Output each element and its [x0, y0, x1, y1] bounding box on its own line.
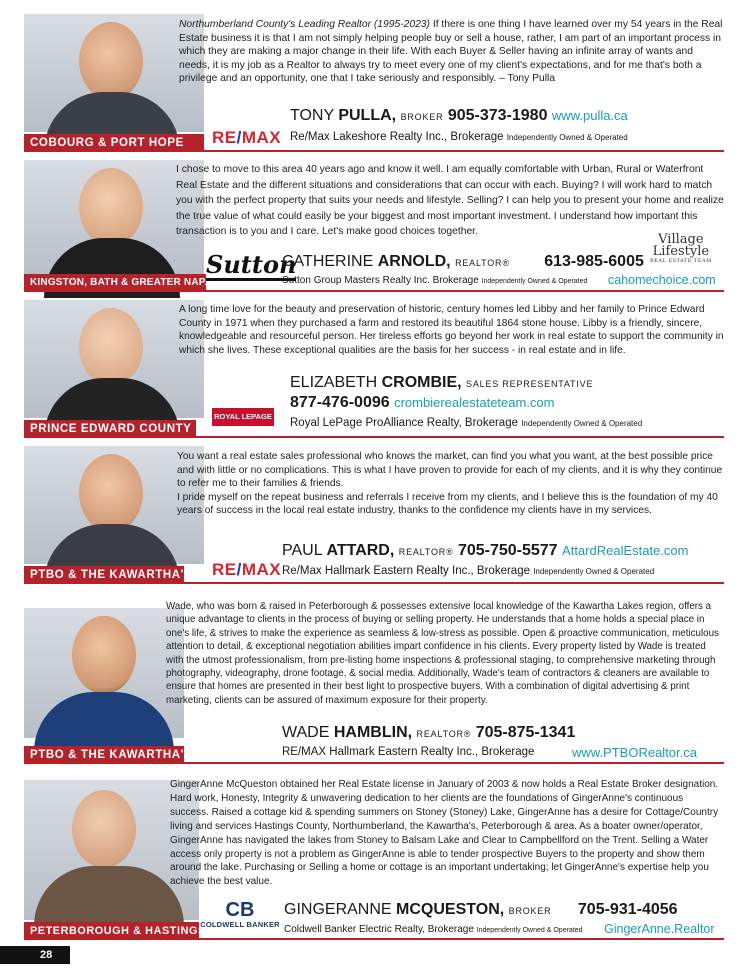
brokerage-line: [290, 131, 628, 143]
last-name: ARNOLD,: [377, 253, 451, 270]
brokerage-name: Royal LePage ProAlliance Realty, Brokerage: [290, 417, 518, 429]
brokerage-name: RE/MAX Hallmark Eastern Realty Inc., Brokerage: [282, 746, 535, 758]
divider: [204, 150, 724, 152]
page-number: 28: [0, 946, 70, 964]
first-name: GINGERANNE: [284, 901, 392, 918]
agent-name-line: [282, 542, 688, 560]
first-name: TONY: [290, 107, 334, 124]
phone-number[interactable]: 613-985-6005: [544, 253, 644, 270]
agent-entry-pulla: [24, 10, 724, 152]
brokerage-name: Re/Max Hallmark Eastern Realty Inc., Brokerage: [282, 565, 530, 577]
last-name: PULLA,: [338, 107, 397, 124]
agent-title: SALES REPRESENTATIVE: [466, 379, 594, 389]
brokerage-name: Sutton Group Masters Realty Inc. Brokerage: [282, 275, 479, 286]
agent-bio: You want a real estate sales professional who knows the market, can find you what you want, at the best possible price and with little or no complications. This is what I have proven to provide for each of my clients, and it is why they continue to refer me to their families & friends. I pride myself on the repeat business and referrals I receive from my clients, and I believe this is the foundation of my 40 years of success in the local real estate industry, thanks to the confidence my clients have in my services.: [177, 451, 723, 517]
website-link[interactable]: www.pulla.ca: [551, 108, 628, 123]
remax-logo: RE/MAX: [212, 128, 282, 147]
last-name: ATTARD,: [326, 542, 395, 559]
agent-name-line: [284, 901, 678, 919]
agent-bio: [179, 18, 724, 86]
agent-title: REALTOR®: [416, 729, 472, 739]
agent-entry-crombie: [24, 296, 724, 438]
agent-bio: A long time love for the beauty and preservation of historic, century homes led Libby and her family to Prince Edward County in 1971 when they purchased a farm and restored its beautiful 1864 stone house. Libby is a friendly, sincere, knowledgeable and resourceful person. Her tireless efforts go beyond her work in real estate to support the community in which she lives. These exceptional qualities are the basis for her success - in real estate and in life.: [179, 304, 724, 356]
region-label: PTBO & THE KAWARTHA'S: [24, 566, 184, 584]
last-name: CROMBIE,: [381, 374, 462, 391]
agent-title: REALTOR®: [455, 258, 510, 268]
brokerage-name: Coldwell Banker Electric Realty, Brokerage: [284, 924, 474, 935]
region-label: PETERBOROUGH & HASTINGS: [24, 922, 199, 940]
agent-bio: I chose to move to this area 40 years ago and know it well. I am equally comfortable with Urban, Rural or Waterfront Real Estate and the different situations and considerations that can occur with each. Buying? I will work hard to match you with the perfect property that suits your needs and lifestyle. Selling? I can help you to present your home and realize the true value of what could easily be your biggest and most important investment. I understand how important this transaction is to you and I care. Let's make good choices together.: [176, 164, 724, 238]
phone-number[interactable]: 705-750-5577: [457, 542, 558, 559]
village-lifestyle-logo: Village Lifestyle REAL ESTATE TEAM: [650, 232, 712, 264]
agent-entry-arnold: [24, 156, 724, 292]
divider: [184, 762, 724, 764]
royal-lepage-logo: ROYAL LEPAGE: [212, 408, 274, 426]
coldwell-banker-logo: CB COLDWELL BANKER: [200, 899, 280, 929]
agent-bio: GingerAnne McQueston obtained her Real Estate license in January of 2003 & now holds a Real Estate Broker designation. Hard work, Honesty, Integrity & unwavering dedication to her clients are the foundations of GingerAnne's continuous success. Raised a cottage kid & spending summers on Stoney (Stoney) Lake, GingerAnne has a desire for Cottage/Country living and services Hastings County, Northumberland, the Kawartha's, Peterborough & area. As a boater owner/operator, GingerAnne has navigated the lakes from Stoney to Balsam Lake and Clear to Campbellford on the Trent. Selling a Water access only property is not a problem as GingerAnne is able to tender prospective Buyers to the property and show them around the lake. Purchasing or Selling a home or cottage is an important undertaking; let GingerAnne's expertise help you achieve the best value.: [170, 779, 719, 888]
brokerage-note: Independently Owned & Operated: [476, 927, 583, 934]
agent-entry-hamblin: [24, 596, 724, 766]
brokerage-note: Independently Owned & Operated: [533, 567, 655, 576]
bio-lead: Northumberland County's Leading Realtor (1995-2023): [179, 19, 430, 30]
first-name: WADE: [282, 724, 330, 741]
divider: [204, 290, 724, 292]
agent-name-line: [290, 374, 593, 392]
brokerage-line: [282, 746, 534, 758]
agent-title: BROKER: [508, 906, 552, 916]
region-label: KINGSTON, BATH & GREATER NAPANEE: [24, 274, 206, 292]
agent-photo: [24, 608, 184, 738]
website-link[interactable]: AttardRealEstate.com: [562, 543, 689, 558]
agent-entry-mcqueston: [24, 772, 724, 944]
agent-bio: Wade, who was born & raised in Peterborough & possesses extensive local knowledge of the Kawartha Lakes region, offers a unique advantage to clients in the process of buying or selling property. He understands that a home holds a special place in one's life, & strives to make the experience as seamless & low-stress as possible. Open & proactive communication, meticulous attention to detail, & exceptional negotiation abilities impart confidence in his clients. Every property listed by Wade is treated with the utmost professionalism, from pre-listing home inspections & professional staging, to comprehensive marketing through photography, videography, drone footage, & social media. Additionally, Wade's team of contractors & cleaners are available to ensure that homes are presented in their best light to prospective buyers. With a combination of digital advertising & print marketing, clients can be assured of maximum exposure for their property.: [166, 601, 719, 706]
remax-logo: RE/MAX: [212, 560, 282, 579]
divider: [196, 436, 724, 438]
phone-number[interactable]: 705-931-4056: [577, 901, 678, 918]
agent-photo: [24, 300, 204, 418]
brokerage-note: Independently Owned & Operated: [481, 278, 588, 285]
phone-number[interactable]: 705-875-1341: [475, 724, 576, 741]
agent-entry-attard: [24, 442, 724, 584]
phone-number[interactable]: 905-373-1980: [447, 107, 548, 124]
brokerage-note: Independently Owned & Operated: [506, 133, 628, 142]
first-name: CATHERINE: [282, 253, 374, 270]
divider: [184, 582, 724, 584]
brokerage-line: [282, 275, 587, 286]
brokerage-line: [282, 565, 654, 577]
agent-title: REALTOR®: [398, 547, 454, 557]
first-name: ELIZABETH: [290, 374, 378, 391]
brokerage-line: [284, 924, 583, 935]
agent-name-line: [290, 107, 628, 125]
region-label: COBOURG & PORT HOPE: [24, 134, 204, 152]
brokerage-line: [290, 417, 642, 429]
region-label: PTBO & THE KAWARTHA'S: [24, 746, 184, 764]
website-link[interactable]: cahomechoice.com: [608, 273, 716, 287]
region-label: PRINCE EDWARD COUNTY: [24, 420, 196, 438]
first-name: PAUL: [282, 542, 323, 559]
divider: [199, 938, 724, 940]
website-link[interactable]: www.PTBORealtor.ca: [572, 745, 697, 760]
last-name: HAMBLIN,: [333, 724, 413, 741]
agent-name-line: [282, 724, 575, 742]
bio-text: If there is one thing I have learned over my 54 years in the Real Estate business it is that I am not simply helping people buy or sell a house, rather, I am part of an important process in which they are making a major change in their life. With each Buyer & Seller having an infinite array of wants and needs, it is my job as a Realtor to always try to meet every one of my client's expectations, and for me that's both a privilege and an opportunity, one that I take seriously and responsibly. – Tony Pulla: [179, 19, 723, 85]
website-link[interactable]: crombierealestateteam.com: [394, 395, 555, 410]
website-link[interactable]: GingerAnne.Realtor: [604, 922, 715, 936]
agent-photo: [24, 14, 204, 132]
sutton-logo: Sutton: [206, 250, 297, 279]
brokerage-name: Re/Max Lakeshore Realty Inc., Brokerage: [290, 131, 504, 143]
phone-number[interactable]: 877-476-0096: [290, 394, 390, 411]
agent-title: BROKER: [400, 112, 444, 122]
last-name: MCQUESTON,: [396, 901, 505, 918]
brokerage-note: Independently Owned & Operated: [521, 419, 643, 428]
contact-line: [290, 394, 555, 412]
agent-name-line: [282, 253, 644, 271]
